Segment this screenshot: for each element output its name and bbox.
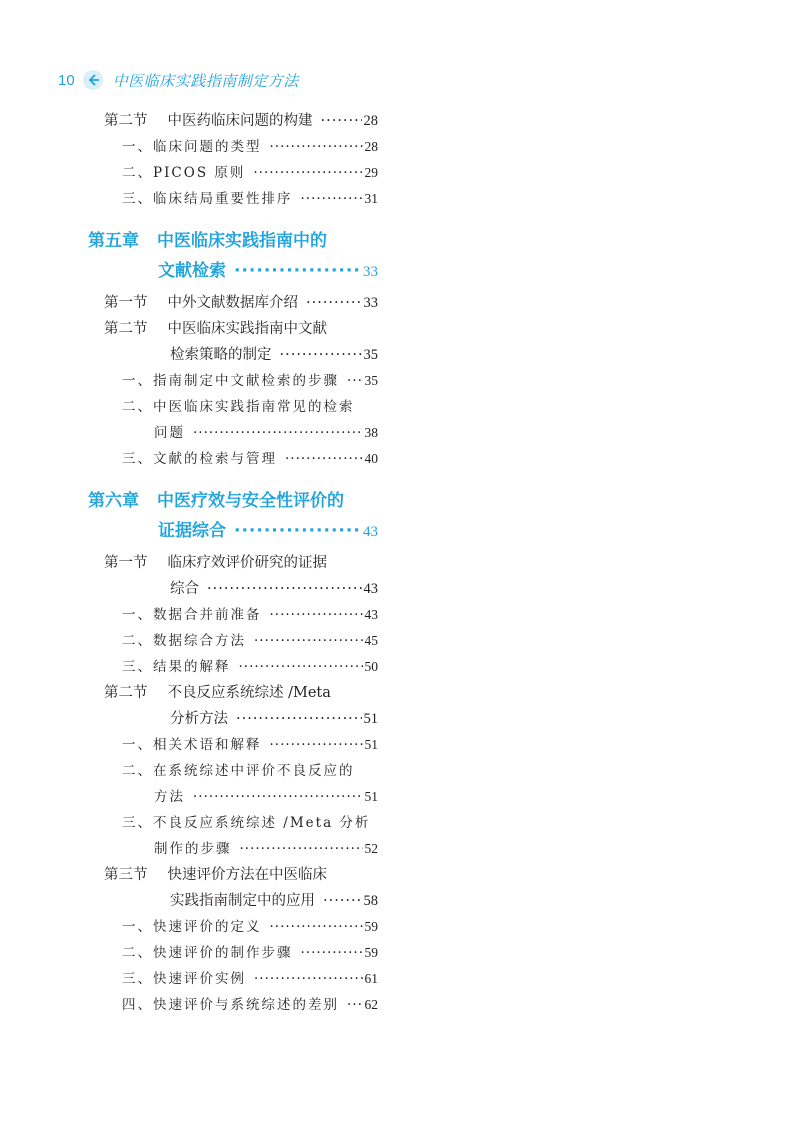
page-ref: 43 xyxy=(363,581,378,597)
entry-title: 三、结果的解释 xyxy=(122,659,231,675)
entry-title: 中医临床实践指南中的 xyxy=(157,231,327,251)
page-ref: 31 xyxy=(364,191,378,206)
dot-leader xyxy=(239,654,363,680)
entry-title: 二、PICOS 原则 xyxy=(122,165,246,181)
book-title: 中医临床实践指南制定方法 xyxy=(112,71,299,90)
page-number: 10 xyxy=(58,71,75,89)
entry-title: 不良反应系统综述 /Meta xyxy=(167,685,331,701)
dot-leader xyxy=(301,940,363,966)
dot-leader xyxy=(270,914,363,940)
page-ref: 43 xyxy=(364,607,378,622)
section-label: 第二节 xyxy=(104,321,148,337)
entry-title: 二、快速评价的制作步骤 xyxy=(122,945,293,961)
dot-leader xyxy=(285,446,363,472)
page-ref: 51 xyxy=(364,789,378,804)
section-label: 第三节 xyxy=(104,867,148,883)
dot-leader xyxy=(280,342,362,368)
entry-title: 一、快速评价的定义 xyxy=(122,919,262,935)
page-ref: 43 xyxy=(363,524,378,540)
page-ref: 61 xyxy=(364,971,378,986)
entry-title: 快速评价方法在中医临床 xyxy=(167,867,327,883)
page-ref: 51 xyxy=(363,711,378,727)
entry-title: 一、相关术语和解释 xyxy=(122,737,262,753)
dot-leader xyxy=(270,134,363,160)
entry-title: 方法 xyxy=(154,789,185,805)
page-ref: 29 xyxy=(364,165,378,180)
section-label: 第一节 xyxy=(104,555,148,571)
dot-leader xyxy=(347,992,363,1018)
entry-title: 中医药临床问题的构建 xyxy=(167,113,313,129)
entry-title: 问题 xyxy=(154,425,185,441)
entry-title: 三、快速评价实例 xyxy=(122,971,246,987)
page-ref: 50 xyxy=(364,659,378,674)
page-ref: 33 xyxy=(363,295,378,311)
page-ref: 59 xyxy=(364,919,378,934)
dot-leader xyxy=(236,706,362,732)
chapter-label: 第六章 xyxy=(88,491,139,511)
entry-title: 分析方法 xyxy=(170,711,228,727)
dot-leader xyxy=(306,290,362,316)
entry-title: 四、快速评价与系统综述的差别 xyxy=(122,997,339,1013)
entry-title: 检索策略的制定 xyxy=(170,347,272,363)
page-ref: 40 xyxy=(364,451,378,466)
entry-title: 综合 xyxy=(170,581,199,597)
page-ref: 35 xyxy=(364,373,378,388)
running-header xyxy=(58,68,299,92)
entry-title: 临床疗效评价研究的证据 xyxy=(167,555,327,571)
dot-leader xyxy=(270,732,363,758)
dot-leader xyxy=(253,160,362,186)
page-ref: 33 xyxy=(363,264,378,280)
page-ref: 28 xyxy=(363,113,378,129)
entry-title: 一、指南制定中文献检索的步骤 xyxy=(122,373,339,389)
dot-leader xyxy=(321,108,362,134)
dot-leader xyxy=(323,888,362,914)
page-ref: 38 xyxy=(364,425,378,440)
dot-leader xyxy=(254,628,363,654)
section-label: 第一节 xyxy=(104,295,148,311)
entry-title: 一、数据合并前准备 xyxy=(122,607,262,623)
entry-title: 制作的步骤 xyxy=(154,841,232,857)
page-ref: 58 xyxy=(363,893,378,909)
dot-leader xyxy=(347,368,363,394)
entry-title: 中外文献数据库介绍 xyxy=(167,295,298,311)
entry-title: 中医临床实践指南中文献 xyxy=(167,321,327,337)
dot-leader xyxy=(234,256,361,286)
dot-leader xyxy=(207,576,362,602)
page-ref: 35 xyxy=(363,347,378,363)
dot-leader xyxy=(234,516,361,546)
dot-leader xyxy=(254,966,363,992)
section-label: 第二节 xyxy=(104,685,148,701)
page-ref: 28 xyxy=(364,139,378,154)
page-ref: 62 xyxy=(364,997,378,1012)
entry-title: 文献检索 xyxy=(158,261,226,281)
entry-title: 二、在系统综述中评价不良反应的 xyxy=(122,763,355,779)
page-ref: 52 xyxy=(364,841,378,856)
section-label: 第二节 xyxy=(104,113,148,129)
chapter-label: 第五章 xyxy=(88,231,139,251)
page-ref: 59 xyxy=(364,945,378,960)
page-ref: 51 xyxy=(364,737,378,752)
dot-leader xyxy=(301,186,363,212)
entry-title: 三、不良反应系统综述 /Meta 分析 xyxy=(122,815,371,831)
dot-leader xyxy=(193,420,363,446)
entry-title: 实践指南制定中的应用 xyxy=(170,893,315,909)
entry-title: 一、临床问题的类型 xyxy=(122,139,262,155)
dot-leader xyxy=(193,784,363,810)
arrow-left-icon xyxy=(83,70,103,90)
dot-leader xyxy=(240,836,363,862)
entry-title: 三、文献的检索与管理 xyxy=(122,451,277,467)
entry-title: 二、中医临床实践指南常见的检索 xyxy=(122,399,355,415)
entry-title: 三、临床结局重要性排序 xyxy=(122,191,293,207)
entry-title: 中医疗效与安全性评价的 xyxy=(157,491,344,511)
entry-title: 二、数据综合方法 xyxy=(122,633,246,649)
dot-leader xyxy=(270,602,363,628)
page-ref: 45 xyxy=(364,633,378,648)
entry-title: 证据综合 xyxy=(158,521,226,541)
